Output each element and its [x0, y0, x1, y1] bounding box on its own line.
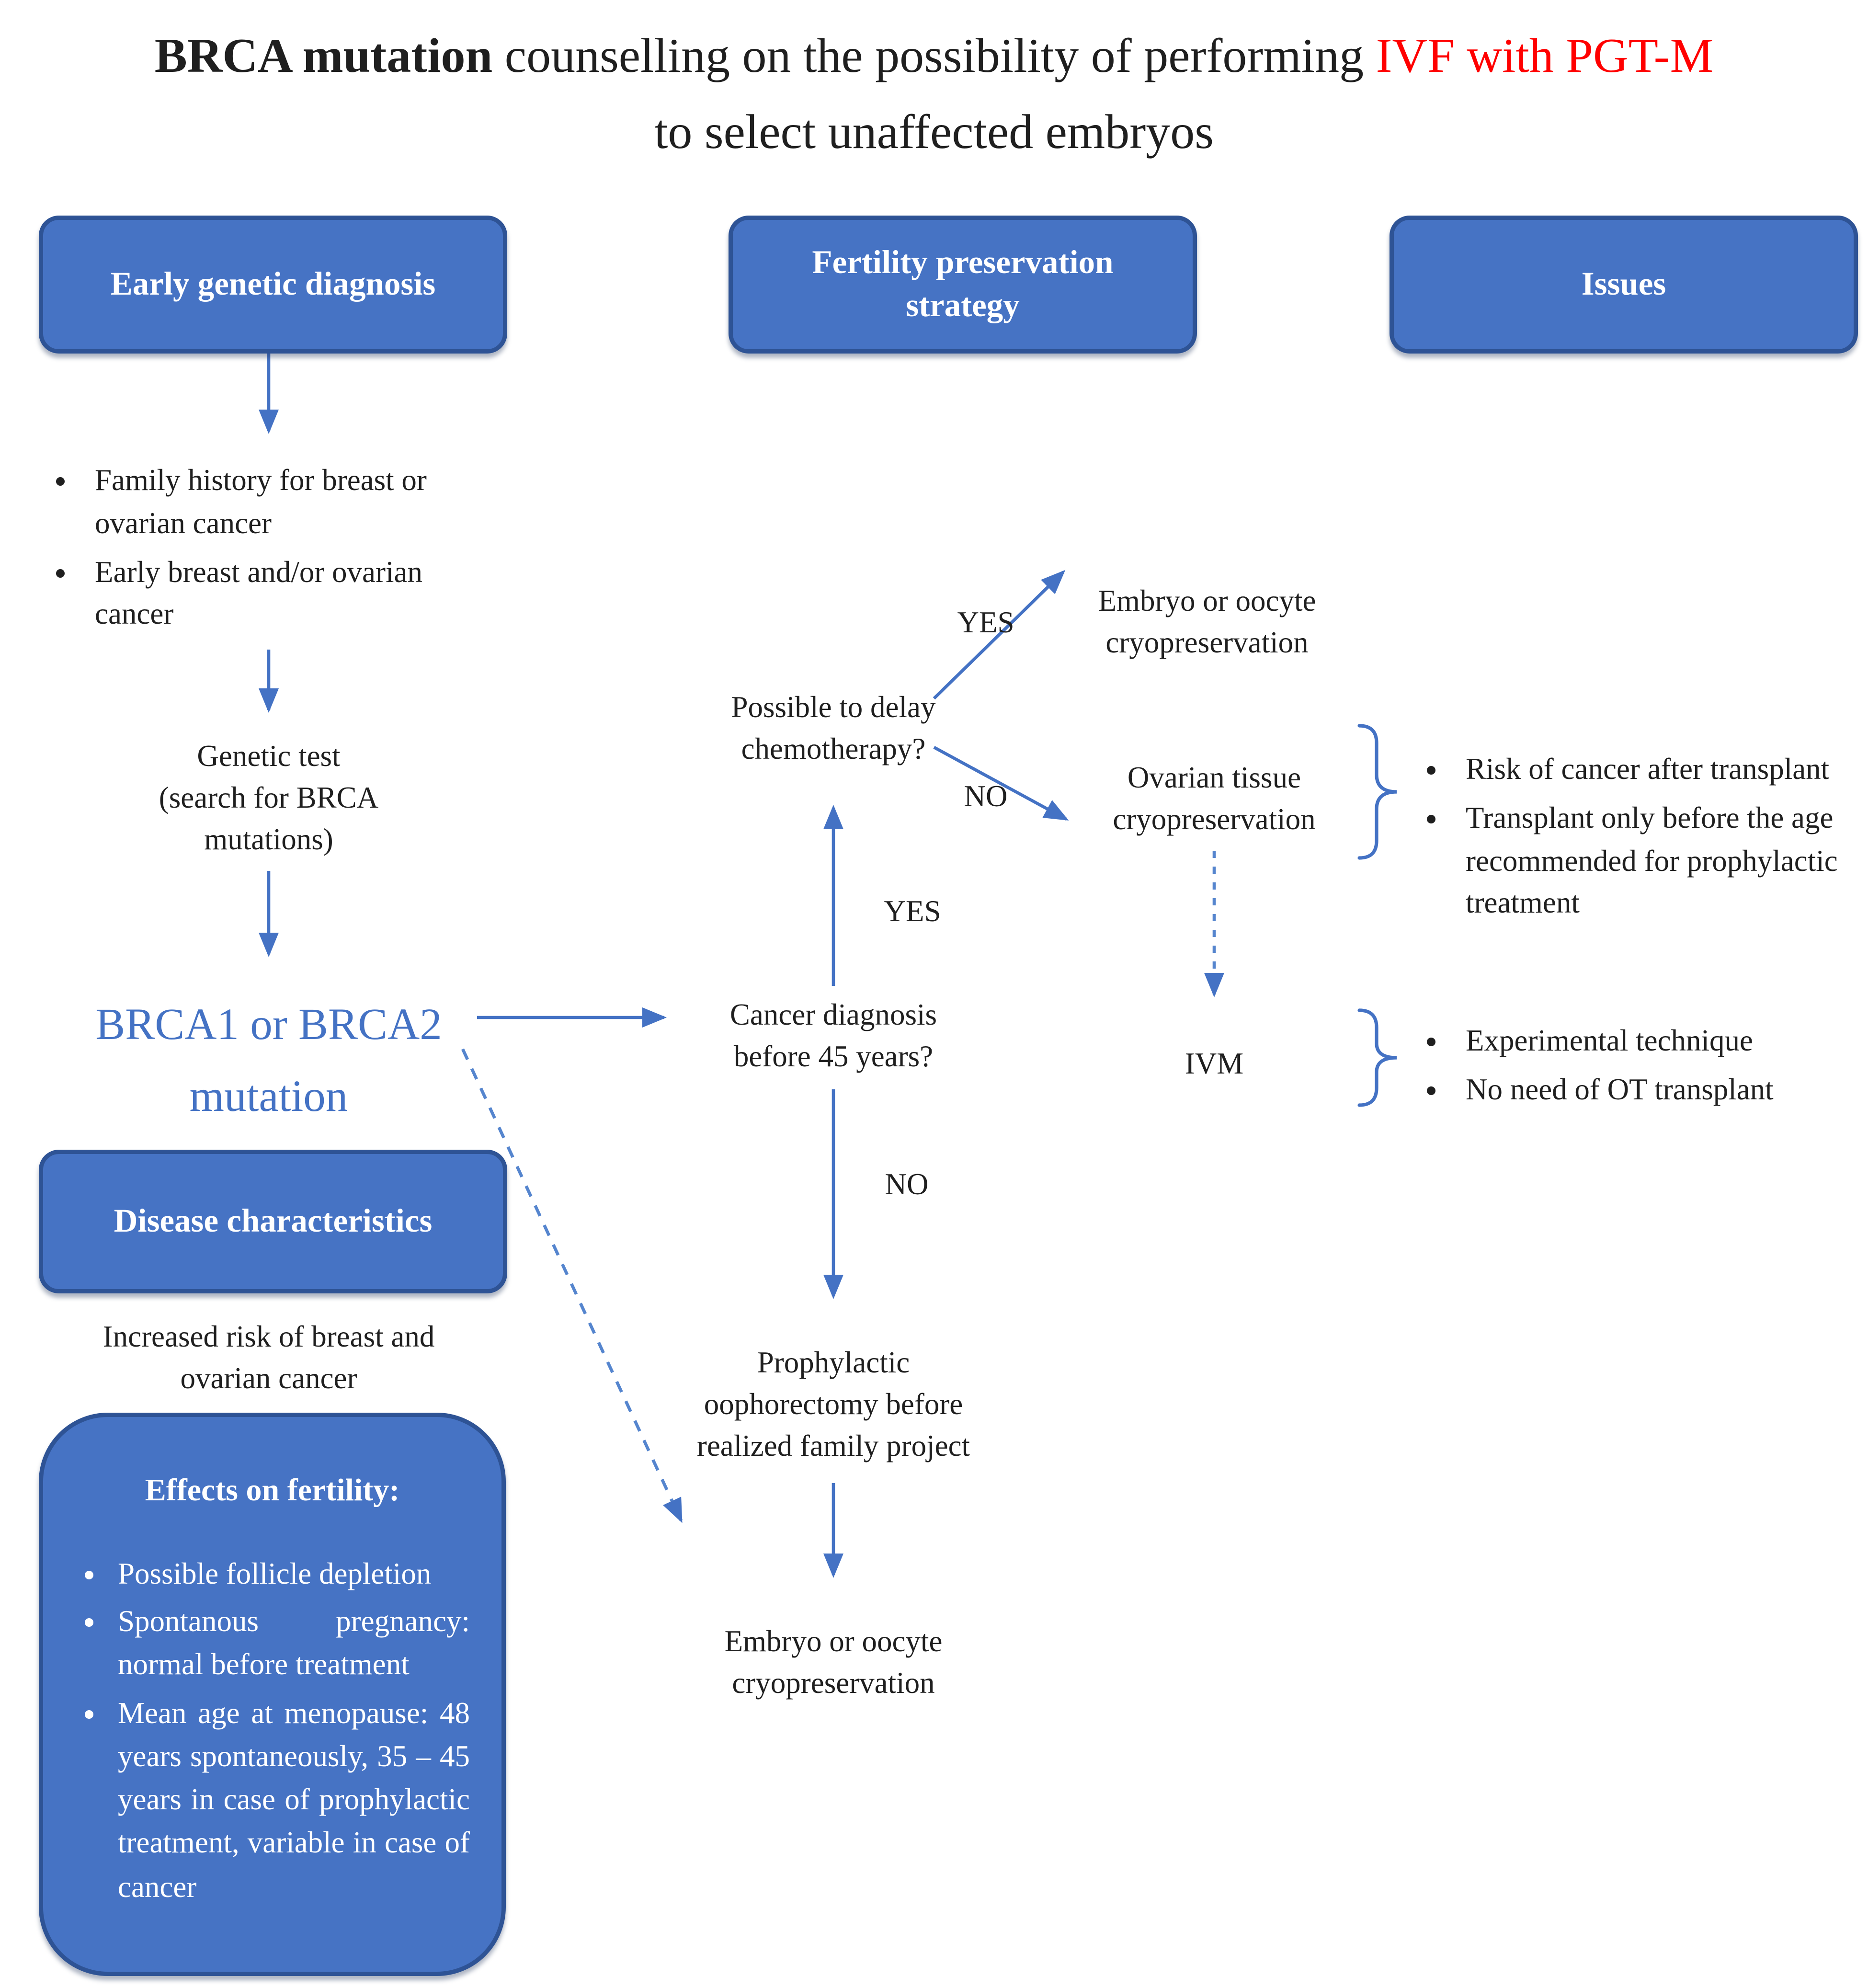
title-bold-segment: BRCA mutation [154, 30, 493, 83]
oophorectomy-line: Prophylactic [757, 1345, 910, 1380]
embryo-cryo-line: Embryo or oocyte [1098, 583, 1316, 618]
list-item: • Early breast and/or ovarian cancer [83, 551, 480, 637]
list-item: • No need of OT transplant [1454, 1069, 1845, 1111]
brca-mutation-result-node [39, 989, 499, 1133]
list-item: • Spontanous pregnancy: normal before treatment [112, 1600, 470, 1687]
ivm-node: IVM [1185, 1046, 1244, 1081]
header-early-genetic-diagnosis-label: Early genetic diagnosis [110, 266, 436, 302]
ovarian-cryo-line: cryopreservation [1113, 801, 1316, 836]
header-issues [1390, 216, 1858, 354]
embryo-oocyte-cryopreservation-bottom-node [654, 1621, 1013, 1704]
delay-question-line: Possible to delay [731, 690, 936, 724]
list-item: • Risk of cancer after transplant [1454, 749, 1845, 791]
no-label-delay-branch: NO [964, 779, 1008, 813]
list-item: • Experimental technique [1454, 1020, 1845, 1063]
cancer-diagnosis-question-node [654, 994, 1013, 1078]
delay-question-line: chemotherapy? [741, 731, 926, 766]
yes-label-cancer-question: YES [884, 894, 941, 928]
title-line2: to select unaffected embryos [654, 106, 1214, 160]
brace-ivm-issues [1359, 1010, 1397, 1105]
title-line1 [0, 20, 1868, 96]
increased-risk-note [39, 1316, 499, 1400]
increased-risk-line: Increased risk of breast and [103, 1319, 435, 1354]
prophylactic-oophorectomy-node [632, 1342, 1035, 1467]
disease-characteristics-label: Disease characteristics [114, 1203, 433, 1239]
brca-result-line: BRCA1 or BRCA2 [95, 999, 442, 1049]
list-item: • Mean age at menopause: 48 years spontaneously, 35 – 45 years in case of prophylactic treatment, variable in case of cancer [112, 1691, 470, 1908]
genetic-test-line: mutations) [204, 822, 333, 857]
genetic-test-node [53, 736, 484, 861]
header-issues-label: Issues [1581, 266, 1666, 302]
no-label-cancer-question: NO [885, 1167, 929, 1201]
header-early-genetic-diagnosis [39, 216, 507, 354]
embryo-cryo-line: cryopreservation [1105, 625, 1309, 660]
diagnosis-criteria-list [43, 460, 480, 643]
ovarian-cryopreservation-issues-list [1414, 749, 1845, 932]
embryo-cryo-bottom-line: cryopreservation [732, 1665, 935, 1700]
effects-on-fertility-box [39, 1413, 506, 1976]
genetic-test-line: Genetic test [197, 739, 341, 773]
yes-label-delay-branch: YES [957, 605, 1014, 640]
list-item: • Family history for breast or ovarian cancer [83, 460, 480, 546]
effects-on-fertility-title: Effects on fertility: [145, 1472, 400, 1508]
page-title [0, 20, 1868, 171]
genetic-test-line: (search for BRCA [159, 780, 379, 815]
oophorectomy-line: oophorectomy before [704, 1386, 963, 1421]
ovarian-tissue-cryopreservation-node [1035, 757, 1394, 841]
embryo-oocyte-cryopreservation-top-node [1027, 581, 1387, 664]
increased-risk-line: ovarian cancer [180, 1360, 357, 1395]
header-fertility-preservation-strategy [729, 216, 1197, 354]
list-item: • Transplant only before the age recommended for prophylactic treatment [1454, 797, 1845, 925]
header-fertility-preservation-strategy-label: Fertility preservation strategy [812, 244, 1114, 323]
title-red-segment: IVF with PGT-M [1376, 30, 1714, 83]
brca-result-line: mutation [189, 1071, 348, 1121]
ovarian-cryo-line: Ovarian tissue [1127, 760, 1301, 795]
cancer-question-line: Cancer diagnosis [729, 997, 937, 1032]
delay-chemotherapy-question-node [654, 687, 1013, 770]
oophorectomy-line: realized family project [696, 1428, 970, 1463]
disease-characteristics-box [39, 1150, 507, 1293]
embryo-cryo-bottom-line: Embryo or oocyte [724, 1624, 943, 1658]
effects-on-fertility-list [112, 1552, 470, 1908]
cancer-question-line: before 45 years? [733, 1039, 934, 1074]
title-middle-segment: counselling on the possibility of performing [492, 30, 1376, 83]
ivm-issues-list [1414, 1020, 1845, 1118]
list-item: • Possible follicle depletion [112, 1552, 470, 1596]
